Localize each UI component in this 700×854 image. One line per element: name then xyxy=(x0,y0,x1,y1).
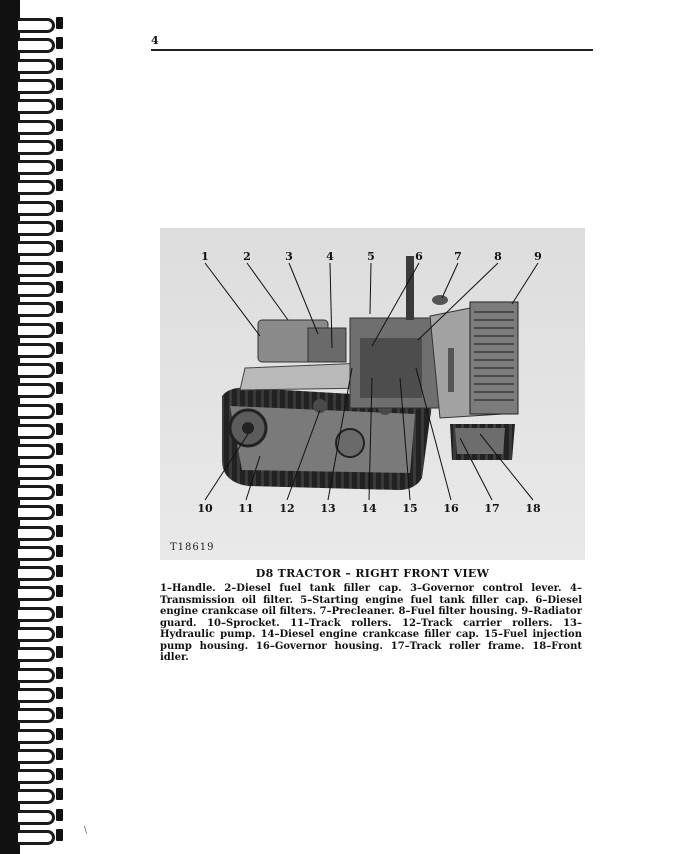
binding-ring xyxy=(18,684,64,702)
binding-ring xyxy=(18,603,64,621)
caption-body: 1–Handle. 2–Diesel fuel tank filler cap. 3–Governor control lever. 4–Transmission oil filter. 5–Starting engine fuel tank filler cap. 6–Diesel engine crankcase oil filters. 7–Precleaner. 8–Fuel filter housing. 9–Radiator guard. 10–Sprocket. 11–Track rollers. 12–Track carrier rollers. 13–Hydraulic pump. 14–Diesel engine crankcase filler cap. 15–Fuel injection pump housing. 16–Governor housing. 17–Track roller frame. 18–Front idler. xyxy=(160,583,582,663)
callout-5: 5 xyxy=(367,250,375,263)
header-rule xyxy=(151,49,593,51)
callout-16: 16 xyxy=(443,502,459,515)
binding-ring xyxy=(18,75,64,93)
binding-ring xyxy=(18,176,64,194)
binding-ring xyxy=(18,806,64,824)
callout-18: 18 xyxy=(525,502,541,515)
binding-ring xyxy=(18,664,64,682)
binding-ring xyxy=(18,116,64,134)
binding-ring xyxy=(18,562,64,580)
callout-14: 14 xyxy=(361,502,377,515)
binding-ring xyxy=(18,826,64,844)
tractor-photo xyxy=(160,228,585,560)
binding-ring xyxy=(18,481,64,499)
callout-15: 15 xyxy=(402,502,418,515)
callout-17: 17 xyxy=(484,502,500,515)
binding-ring xyxy=(18,339,64,357)
binding-ring xyxy=(18,278,64,296)
page-number: 4 xyxy=(151,34,159,47)
callout-3: 3 xyxy=(285,250,293,263)
binding-ring xyxy=(18,643,64,661)
binding-ring xyxy=(18,785,64,803)
callout-1: 1 xyxy=(201,250,209,263)
binding-ring xyxy=(18,440,64,458)
binding-ring xyxy=(18,197,64,215)
caption-title: D8 TRACTOR – RIGHT FRONT VIEW xyxy=(255,567,490,580)
binding-ring xyxy=(18,623,64,641)
callout-6: 6 xyxy=(415,250,423,263)
binding-ring xyxy=(18,319,64,337)
callout-10: 10 xyxy=(197,502,213,515)
binding-ring xyxy=(18,217,64,235)
callout-11: 11 xyxy=(238,502,254,515)
binding-ring xyxy=(18,420,64,438)
callout-7: 7 xyxy=(454,250,462,263)
binding-ring xyxy=(18,542,64,560)
callout-2: 2 xyxy=(243,250,251,263)
binding-ring xyxy=(18,14,64,32)
binding-ring xyxy=(18,765,64,783)
callout-9: 9 xyxy=(534,250,542,263)
binding-ring xyxy=(18,745,64,763)
binding-ring xyxy=(18,136,64,154)
binding-ring xyxy=(18,95,64,113)
callout-13: 13 xyxy=(320,502,336,515)
binding-ring xyxy=(18,359,64,377)
spiral-binding xyxy=(10,0,70,854)
binding-ring xyxy=(18,704,64,722)
binding-ring xyxy=(18,237,64,255)
scan-mark: \ xyxy=(84,826,88,836)
binding-ring xyxy=(18,461,64,479)
binding-ring xyxy=(18,34,64,52)
photo-code: T18619 xyxy=(170,542,215,553)
callout-12: 12 xyxy=(279,502,295,515)
binding-ring xyxy=(18,379,64,397)
binding-ring xyxy=(18,298,64,316)
binding-ring xyxy=(18,582,64,600)
callout-4: 4 xyxy=(326,250,334,263)
binding-ring xyxy=(18,55,64,73)
callout-8: 8 xyxy=(494,250,502,263)
binding-ring xyxy=(18,400,64,418)
binding-ring xyxy=(18,258,64,276)
binding-ring xyxy=(18,156,64,174)
binding-ring xyxy=(18,501,64,519)
binding-ring xyxy=(18,522,64,540)
binding-ring xyxy=(18,725,64,743)
